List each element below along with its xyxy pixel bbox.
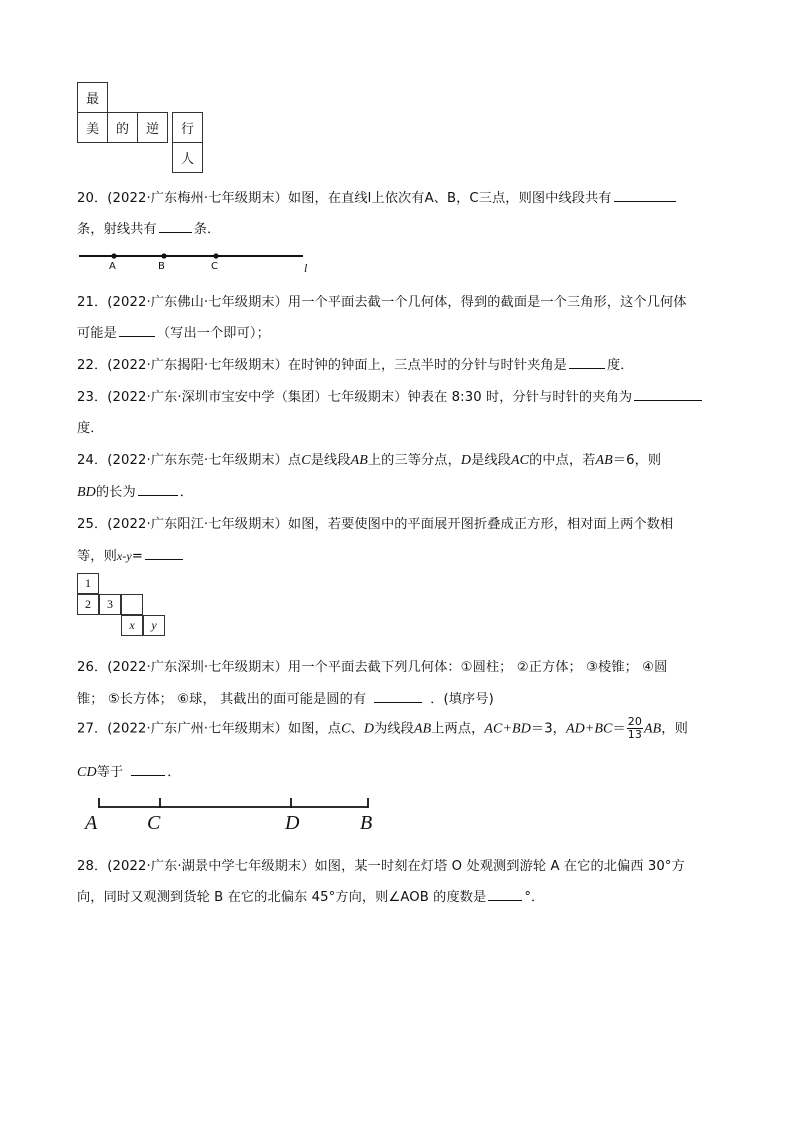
point-label-a: A bbox=[109, 261, 116, 272]
q20-text: 条． bbox=[193, 222, 221, 237]
segment-diagram bbox=[90, 794, 380, 810]
q20-text: 条，射线共有 bbox=[77, 222, 157, 237]
math-var: AC+BD bbox=[484, 721, 531, 737]
answer-blank bbox=[569, 356, 605, 369]
answer-blank bbox=[614, 189, 676, 202]
q22-text: 22．(2022·广东揭阳·七年级期末）在时钟的钟面上，三点半时的分针与时针夹角是 bbox=[77, 358, 567, 373]
net-number-cell: x bbox=[121, 615, 143, 636]
net-cell: 行 bbox=[172, 112, 203, 143]
answer-blank bbox=[634, 388, 702, 401]
math-var: AB bbox=[595, 453, 613, 468]
q20-line2 bbox=[77, 218, 220, 237]
q21-text: 可能是 bbox=[77, 326, 117, 341]
q24-line2 bbox=[77, 481, 193, 501]
q24-text: 24．(2022·广东东莞·七年级期末）点 bbox=[77, 453, 302, 468]
answer-blank bbox=[159, 220, 192, 233]
q26-text: ．(填序号) bbox=[430, 692, 494, 707]
q24-text: 上的三等分点， bbox=[367, 453, 461, 468]
answer-blank bbox=[374, 690, 422, 703]
q28-text: °． bbox=[524, 890, 545, 905]
q28-text: 向，同时又观测到货轮 B 在它的北偏东 45°方向，则∠AOB 的度数是 bbox=[77, 890, 487, 905]
q25-line2 bbox=[77, 545, 185, 564]
q22-text: 度． bbox=[606, 358, 634, 373]
math-var: AB bbox=[643, 721, 662, 737]
q21-text: 21．(2022·广东佛山·七年级期末）用一个平面去截一个几何体，得到的截面是一个三角形，这个几何体 bbox=[77, 295, 687, 310]
point-label-c: C bbox=[147, 812, 161, 834]
q27-text: 上两点， bbox=[431, 721, 485, 737]
q21-text: （写出一个即可）； bbox=[156, 326, 270, 341]
q26-line2 bbox=[77, 688, 494, 707]
q27-text: 为线段 bbox=[374, 721, 414, 737]
q20-line1 bbox=[77, 187, 678, 206]
net-cell: 的 bbox=[107, 112, 138, 143]
q21-line1 bbox=[77, 291, 687, 310]
q28-line2 bbox=[77, 886, 544, 905]
q23-line2 bbox=[77, 417, 104, 436]
math-expr: x-y bbox=[116, 549, 132, 563]
math-var: D bbox=[460, 453, 472, 468]
q25-text: 等，则 bbox=[77, 549, 117, 564]
net-cell: 人 bbox=[172, 142, 203, 173]
q26-text: 26．(2022·广东深圳·七年级期末）用一个平面去截下列几何体：①圆柱； ②正方体； ③棱锥； ④圆 bbox=[77, 660, 668, 675]
fraction-denominator: 13 bbox=[627, 728, 642, 741]
point-label-b: B bbox=[360, 812, 373, 834]
q24-text: 是线段 bbox=[471, 453, 511, 468]
point-label-a: A bbox=[85, 812, 98, 834]
q23-text: 度． bbox=[77, 421, 104, 436]
q23-text: 23．(2022·广东·深圳市宝安中学（集团）七年级期末）钟表在 8:30 时，分针与时针的夹角为 bbox=[77, 390, 633, 405]
q26-text: 锥； ⑤长方体； ⑥球， 其截出的面可能是圆的有 bbox=[77, 692, 367, 707]
point-label-c: C bbox=[211, 261, 218, 272]
q28-text: 28．(2022·广东·湖景中学七年级期末）如图，某一时刻在灯塔 O 处观测到游轮 A 在它的北偏西 30°方 bbox=[77, 859, 685, 874]
answer-blank bbox=[119, 324, 155, 337]
q27-text: ． bbox=[167, 765, 181, 780]
net-cell: 最 bbox=[77, 82, 108, 113]
q24-text: ＝6，则 bbox=[612, 453, 662, 468]
q24-text: 的长为 bbox=[95, 485, 136, 500]
q27-text: 27．(2022·广东广州·七年级期末）如图，点 bbox=[77, 721, 342, 737]
q25-line1 bbox=[77, 513, 673, 532]
q27-line2 bbox=[77, 761, 181, 781]
math-var: C bbox=[301, 453, 311, 468]
math-var: C bbox=[341, 721, 351, 737]
q24-text: 是线段 bbox=[310, 453, 351, 468]
q23-line1 bbox=[77, 386, 704, 405]
q24-text: 的中点，若 bbox=[529, 453, 596, 468]
answer-blank bbox=[131, 763, 165, 776]
math-var: AC bbox=[510, 453, 530, 468]
net-number-cell: 3 bbox=[99, 594, 121, 615]
net-number-cell: 2 bbox=[77, 594, 99, 615]
q20-text: 20．(2022·广东梅州·七年级期末）如图，在直线l上依次有A、B，C三点，则图中线段共有 bbox=[77, 191, 612, 206]
q25-text: = bbox=[131, 549, 143, 564]
math-var: AB bbox=[350, 453, 368, 468]
math-var: D bbox=[363, 721, 375, 737]
math-var: BD bbox=[77, 485, 96, 500]
q26-line1 bbox=[77, 656, 667, 675]
q27-text: ，则 bbox=[661, 721, 688, 737]
fraction bbox=[627, 716, 643, 741]
answer-blank bbox=[138, 483, 178, 496]
q22-line1 bbox=[77, 354, 634, 373]
net-number-cell: 1 bbox=[77, 573, 99, 594]
math-var: CD bbox=[77, 765, 97, 780]
q27-line1 bbox=[77, 716, 688, 741]
q27-text: 等于 bbox=[96, 765, 124, 780]
q27-text: ＝3， bbox=[530, 721, 566, 737]
math-var: AD+BC bbox=[565, 721, 613, 737]
point-label-d: D bbox=[285, 812, 300, 834]
q21-line2 bbox=[77, 322, 270, 341]
q28-line1 bbox=[77, 855, 685, 874]
net-number-cell bbox=[121, 594, 143, 615]
answer-blank bbox=[145, 547, 183, 560]
line-label-l: l bbox=[304, 261, 308, 275]
net-cell: 逆 bbox=[137, 112, 168, 143]
q27-text: 、 bbox=[350, 721, 364, 737]
q24-text: ． bbox=[179, 485, 194, 500]
answer-blank bbox=[488, 888, 522, 901]
net-number-cell: y bbox=[143, 615, 165, 636]
q27-text: ＝ bbox=[612, 721, 626, 737]
net-cell: 美 bbox=[77, 112, 108, 143]
point-label-b: B bbox=[158, 261, 165, 272]
math-var: AB bbox=[413, 721, 432, 737]
q24-line1 bbox=[77, 449, 661, 469]
fraction-numerator: 20 bbox=[627, 715, 642, 728]
q25-text: 25．(2022·广东阳江·七年级期末）如图，若要使图中的平面展开图折叠成正方形，相对面上两个数相 bbox=[77, 517, 674, 532]
